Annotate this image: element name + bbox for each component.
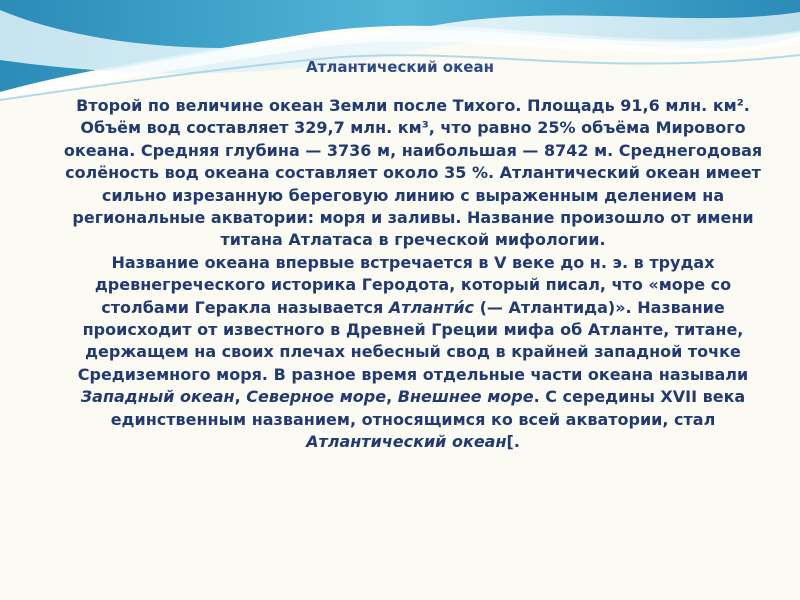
p2-text-2: (— Атлантида)». Название происходит от известного в Древней Греции мифа об Атланте, титане, держащем на своих плечах небесный свод в крайней западной точке Средиземного моря. В разное время отдельные части океана называли — [77, 297, 749, 384]
paragraph-1: Второй по величине океан Земли после Тихого. Площадь 91,6 млн. км². Объём вод составляет 329,7 млн. км³, что равно 25% объёма Мирового океана. Средняя глубина — 3736 м, наибольшая — 8742 м. Среднегодовая солёность вод океана составляет около 35 %. Атлантический океан имеет сильно изрезанную береговую линию с выраженным делением на региональные акватории: моря и заливы. Название произошло от имени титана Атлатаса в греческой мифологии. — [63, 96, 763, 250]
p2-text-1: Название океана впервые встречается в V веке до н. э. в трудах древнегреческого историка Геродота, который писал, что «море со столбами Геракла называется — [94, 252, 732, 317]
slide-title: Атлантический океан — [306, 58, 494, 76]
slide-body — [62, 95, 764, 454]
p2-text-4: , — [386, 387, 398, 407]
p2-text-6: [. — [506, 432, 520, 452]
p2-italic-north-sea: Северное море — [246, 387, 387, 407]
p2-text-3: , — [234, 387, 247, 407]
p2-italic-western-ocean: Западный океан — [80, 387, 235, 407]
p2-text-5: . С середины XVII века единственным названием, относящимся ко всей акватории, стал — [110, 387, 746, 429]
p2-italic-atlantis: Атланти́с — [388, 297, 475, 317]
p2-italic-atlantic-ocean: Атлантический океан — [306, 432, 507, 452]
decorative-wave-header — [0, 0, 800, 110]
paragraph-2 — [62, 252, 764, 454]
p2-italic-outer-sea: Внешнее море — [397, 387, 534, 407]
